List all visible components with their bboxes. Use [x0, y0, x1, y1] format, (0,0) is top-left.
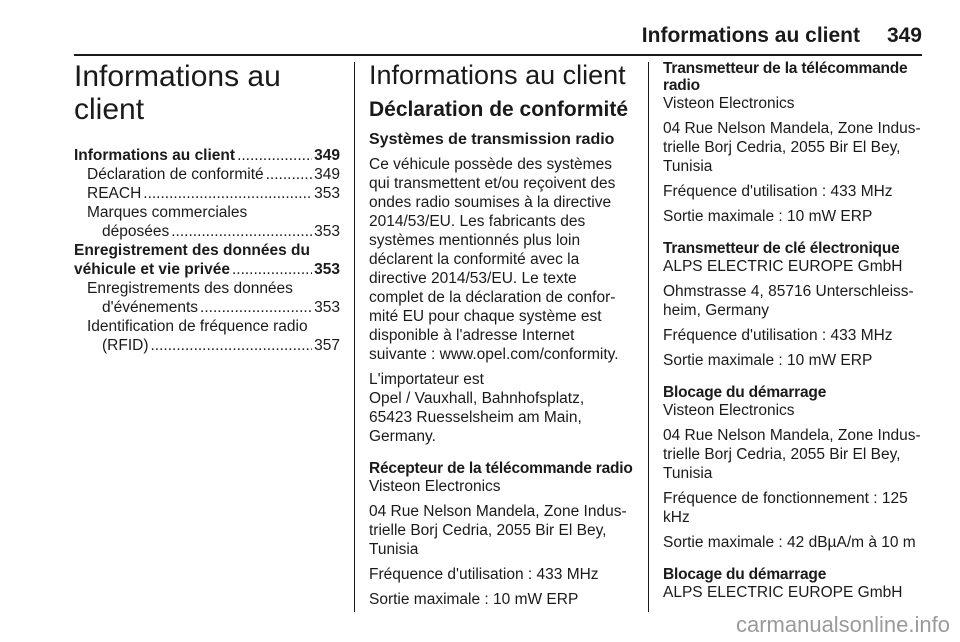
toc-entry-page: 353: [314, 185, 340, 202]
device-frequency: Fréquence d'utilisation : 433 MHz: [663, 327, 893, 344]
device-address: 04 Rue Nelson Mandela, Zone Indus-trielle Borj Cedria, 2055 Bir El Bey, Tunisia: [663, 120, 921, 175]
toc-entry-rfid[interactable]: [74, 317, 340, 355]
device-title: Transmetteur de la télécommande radio: [663, 60, 908, 94]
toc-entry-label-line1: Enregistrement des données du: [74, 242, 310, 259]
page-header: [0, 0, 960, 56]
section-title: Déclaration de conformité: [369, 98, 629, 121]
device-manufacturer: Visteon Electronics: [663, 95, 795, 112]
device-power: Sortie maximale : 10 mW ERP: [663, 352, 873, 369]
device-block-immobilizer-visteon: [663, 384, 925, 552]
column-divider-right: [648, 62, 649, 612]
toc-leader-dots: [171, 222, 312, 241]
device-manufacturer: ALPS ELECTRIC EUROPE GmbH: [663, 258, 903, 275]
toc-entry-page: 349: [314, 166, 340, 183]
toc-entry-reach[interactable]: [74, 184, 340, 203]
toc-entry-page: 353: [314, 223, 340, 240]
toc-entry-label-line2: déposées: [102, 223, 170, 240]
toc-entry-label: REACH: [87, 185, 142, 202]
toc-entry-enregistrement-donnees[interactable]: [74, 241, 340, 279]
device-address: Ohmstrasse 4, 85716 Unterschleiss-heim, Germany: [663, 283, 914, 319]
device-block-immobilizer-alps: [663, 566, 925, 602]
subsection-title: Systèmes de transmission radio: [369, 131, 615, 148]
toc-entry-declaration-conformite[interactable]: [74, 165, 340, 184]
toc-leader-dots: [232, 260, 312, 279]
device-address: 04 Rue Nelson Mandela, Zone Indus-trielle Borj Cedria, 2055 Bir El Bey, Tunisia: [663, 427, 921, 482]
toc-leader-dots: [200, 298, 312, 317]
toc-entry-label-line2: véhicule et vie privée: [74, 261, 230, 278]
importer-line: Opel / Vauxhall, Bahnhofsplatz,: [369, 390, 585, 407]
intro-paragraph: Ce véhicule possède des systèmes qui transmettent et/ou reçoivent des ondes radio soumises à la directive 2014/53/EU. Les fabricants des systèmes mentionnés plus loin déclarent la conformité avec la directive 2014/53/EU. Le texte complet de la déclaration de confor-mité EU pour chaque système est disponible à l'adresse Internet suivante : www.opel.com/conformity.: [369, 156, 619, 363]
toc-entry-label-line1: Marques commerciales: [87, 204, 248, 221]
toc-entry-label-line1: Identification de fréquence radio: [87, 318, 308, 335]
device-manufacturer: ALPS ELECTRIC EUROPE GmbH: [663, 584, 903, 601]
device-title: Récepteur de la télécommande radio: [369, 460, 633, 477]
running-header-title: Informations au client: [641, 24, 860, 47]
toc-entry-informations-client[interactable]: [74, 146, 340, 165]
device-block-remote-transmitter: [663, 60, 925, 226]
toc-entry-label-line2: (RFID): [102, 337, 149, 354]
toc-entry-marques-commerciales[interactable]: [74, 203, 340, 241]
toc-leader-dots: [151, 336, 313, 355]
chapter-toc: [74, 60, 340, 355]
watermark-text: carmanualsonline.info: [735, 612, 950, 637]
device-title: Transmetteur de clé électronique: [663, 240, 900, 257]
toc-leader-dots: [266, 165, 313, 184]
device-power: Sortie maximale : 10 mW ERP: [663, 208, 873, 225]
toc-entry-page: 353: [314, 261, 340, 278]
toc-entry-page: 353: [314, 299, 340, 316]
device-frequency: Fréquence d'utilisation : 433 MHz: [663, 183, 893, 200]
device-block-remote-receiver: [369, 460, 635, 609]
device-frequency: Fréquence d'utilisation : 433 MHz: [369, 566, 599, 583]
header-divider: [74, 54, 922, 56]
toc-leader-dots: [237, 146, 312, 165]
toc-entry-page: 349: [314, 147, 340, 164]
chapter-title: Informations au client: [74, 60, 281, 126]
toc-entry-page: 357: [314, 337, 340, 354]
device-title: Blocage du démarrage: [663, 566, 827, 583]
page-number: 349: [886, 24, 922, 47]
toc-entry-label-line1: Enregistrements des données: [87, 280, 293, 297]
content-column-right: [663, 60, 925, 608]
importer-line: Germany.: [369, 428, 436, 445]
toc-entry-label: Informations au client: [74, 147, 236, 164]
device-block-key-transmitter: [663, 240, 925, 370]
device-manufacturer: Visteon Electronics: [663, 402, 795, 419]
device-power: Sortie maximale : 42 dBµA/m à 10 m: [663, 534, 916, 551]
toc-entry-label: Déclaration de conformité: [87, 166, 264, 183]
device-address: 04 Rue Nelson Mandela, Zone Indus-trielle Borj Cedria, 2055 Bir El Bey, Tunisia: [369, 503, 627, 558]
device-title: Blocage du démarrage: [663, 384, 827, 401]
toc-entry-enregistrements-evenements[interactable]: [74, 279, 340, 317]
content-column-middle: [369, 60, 635, 615]
device-power: Sortie maximale : 10 mW ERP: [369, 591, 579, 608]
importer-paragraph: [369, 370, 635, 446]
importer-line: L'importateur est: [369, 371, 484, 388]
column-divider-left: [354, 62, 355, 612]
device-manufacturer: Visteon Electronics: [369, 478, 501, 495]
importer-line: 65423 Ruesselsheim am Main,: [369, 409, 582, 426]
section-main-title: Informations au client: [369, 60, 626, 90]
toc-entry-label-line2: d'événements: [102, 299, 199, 316]
toc-leader-dots: [143, 184, 312, 203]
device-frequency: Fréquence de fonctionnement : 125 kHz: [663, 490, 908, 526]
